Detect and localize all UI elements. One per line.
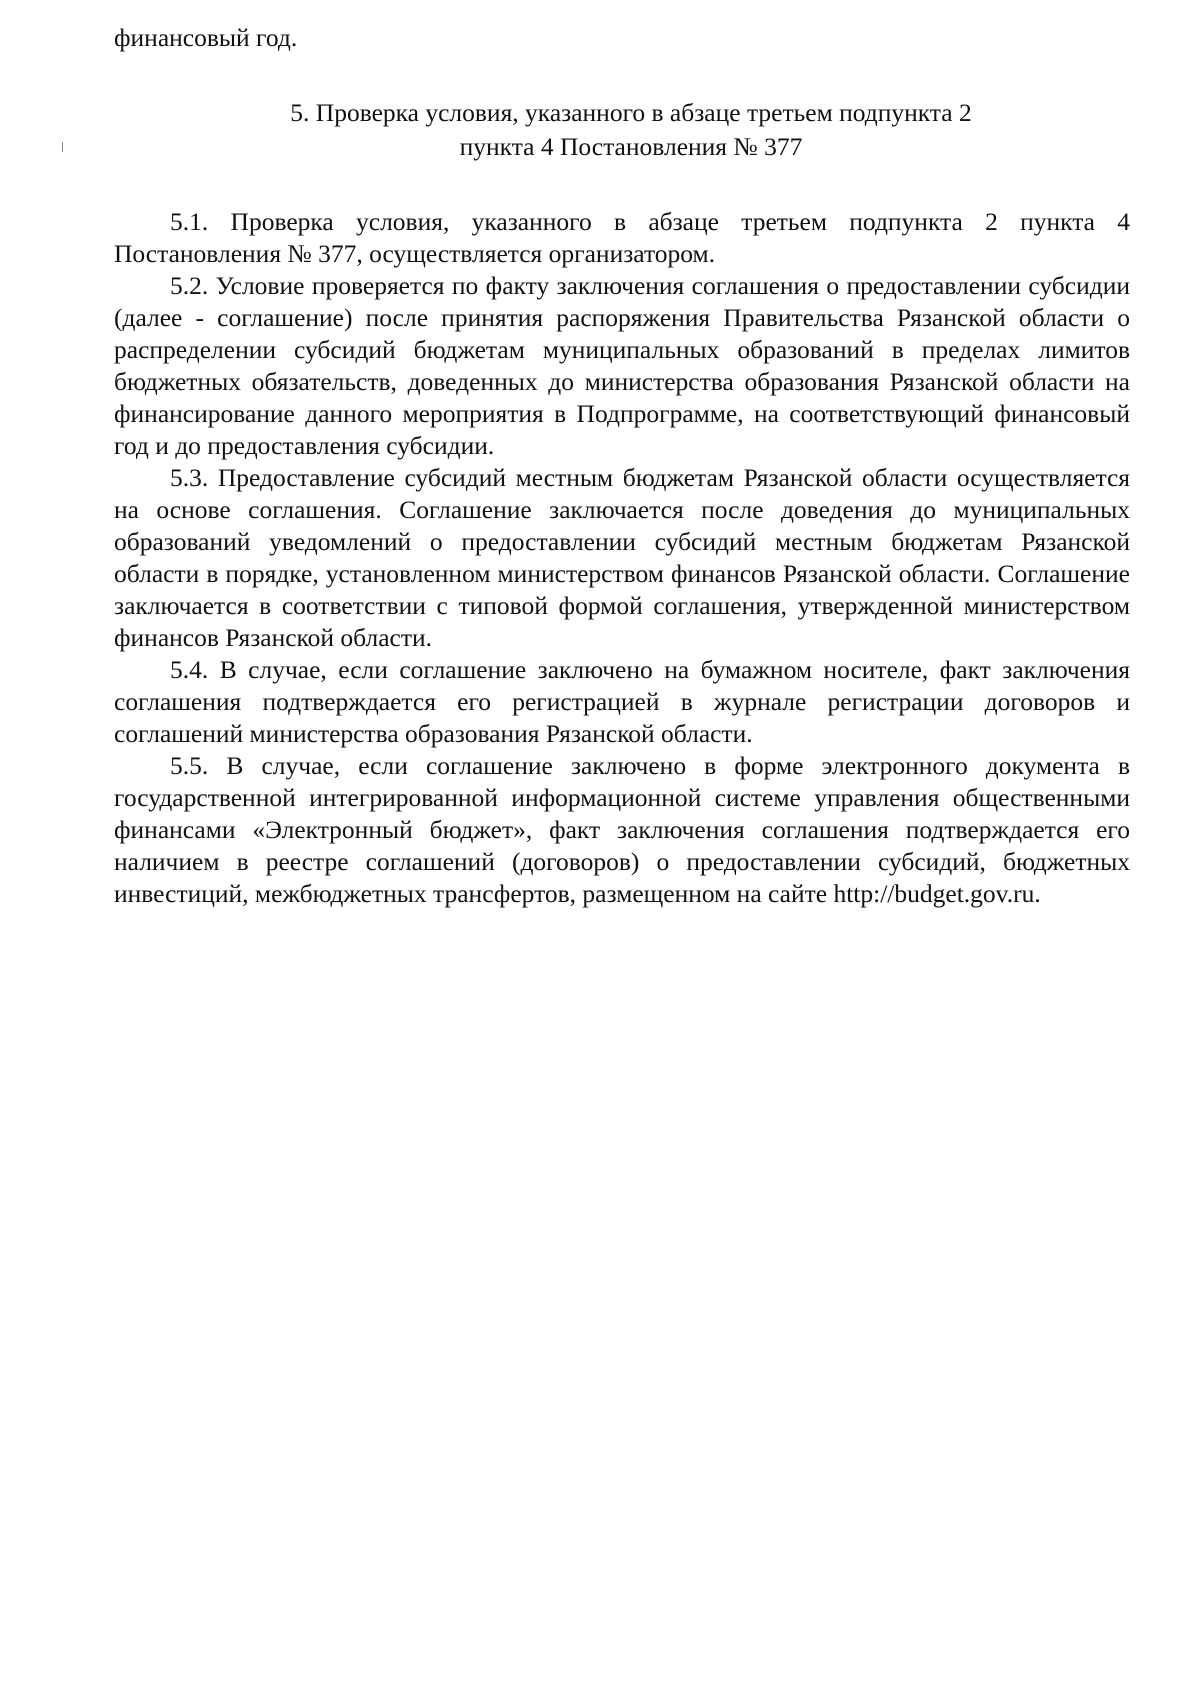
scan-margin-mark: [62, 142, 63, 152]
document-text: [114, 22, 1130, 910]
paragraph-5-3: 5.3. Предоставление субсидий местным бюджетам Рязанской области осуществляется на основе соглашения. Соглашение заключается после доведения до муниципальных образований уведомлений о предоставлении субсидий местным бюджетам Рязанской области в порядке, установленном министерством финансов Рязанской области. Соглашение заключается в соответствии с типовой формой соглашения, утвержденной министерством финансов Рязанской области.: [114, 463, 1130, 652]
paragraph-5-1: 5.1. Проверка условия, указанного в абзаце третьем подпункта 2 пункта 4 Постановления № 377, осуществляется организатором.: [114, 207, 1130, 268]
continued-text-line: финансовый год.: [114, 23, 298, 52]
section-heading: [114, 96, 1130, 164]
section-heading-line-1: 5. Проверка условия, указанного в абзаце третьем подпункта 2: [290, 98, 972, 127]
paragraph-5-4: 5.4. В случае, если соглашение заключено на бумажном носителе, факт заключения соглашения подтверждается его регистрацией в журнале регистрации договоров и соглашений министерства образования Рязанской области.: [114, 655, 1130, 748]
section-heading-line-2: пункта 4 Постановления № 377: [459, 132, 803, 161]
paragraph-5-5: 5.5. В случае, если соглашение заключено в форме электронного документа в государственной интегрированной информационной системе управления общественными финансами «Электронный бюджет», факт заключения соглашения подтверждается его наличием в реестре соглашений (договоров) о предоставлении субсидий, бюджетных инвестиций, межбюджетных трансфертов, размещенном на сайте http://budget.gov.ru.: [114, 751, 1130, 908]
paragraph-5-2: 5.2. Условие проверяется по факту заключения соглашения о предоставлении субсидии (далее - соглашение) после принятия распоряжения Правительства Рязанской области о распределении субсидий бюджетам муниципальных образований в пределах лимитов бюджетных обязательств, доведенных до министерства образования Рязанской области на финансирование данного мероприятия в Подпрограмме, на соответствующий финансовый год и до предоставления субсидии.: [114, 271, 1130, 460]
